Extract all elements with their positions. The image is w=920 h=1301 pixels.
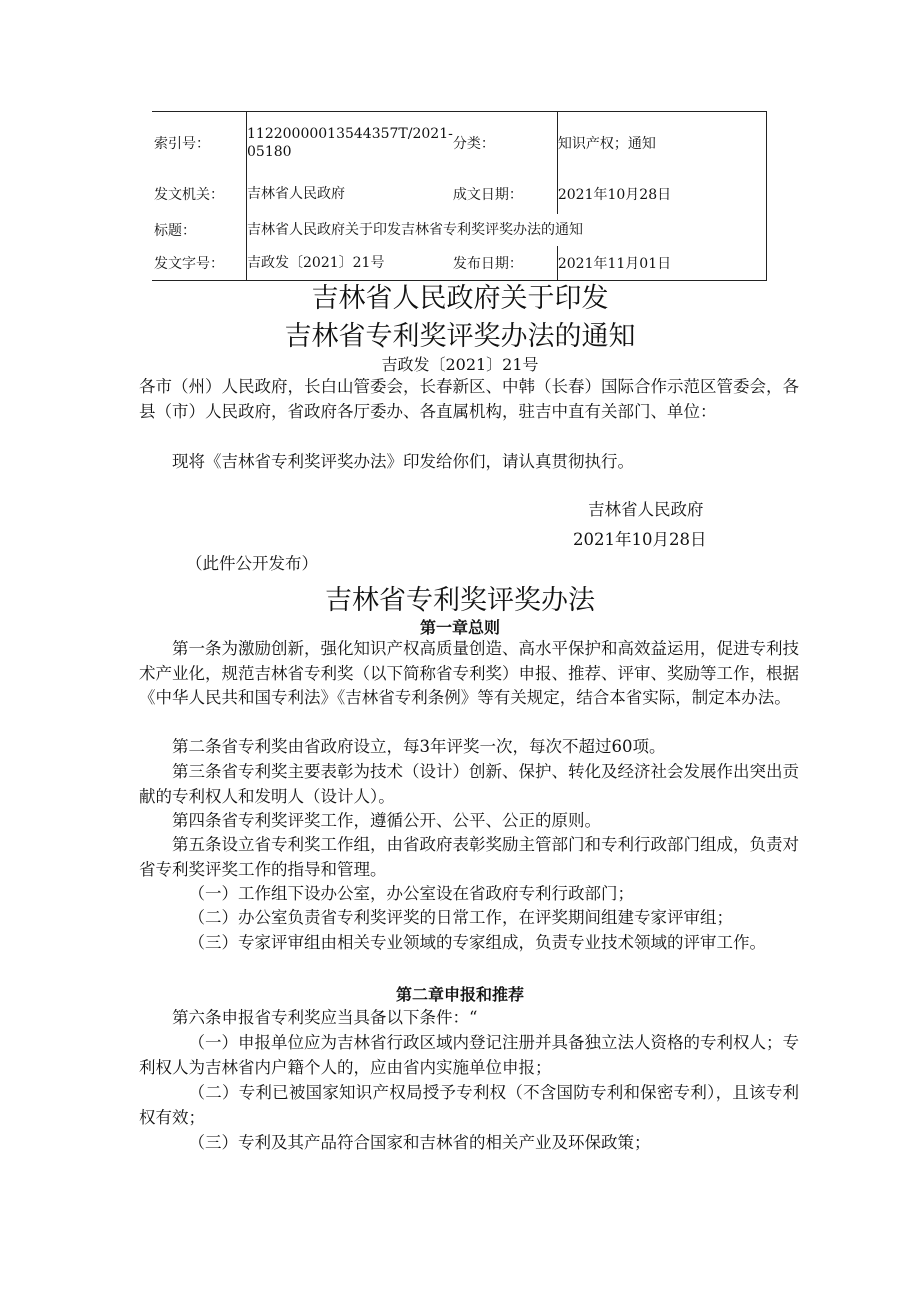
article-4: 第四条省专利奖评奖工作，遵循公开、公平、公正的原则。: [172, 811, 601, 830]
title-label: 标题：: [154, 223, 196, 239]
article-2: 第二条省专利奖由省政府设立，每3年评奖一次，每次不超过60项。: [172, 737, 666, 756]
notice-doc-number: 吉政发〔2021〕21号: [381, 355, 539, 374]
rules-title: 吉林省专利奖评奖办法: [325, 585, 595, 616]
created-date-label: 成文日期：: [452, 187, 523, 203]
chapter2-title: 第二章申报和推荐: [395, 985, 524, 1004]
issuer-label: 发文机关：: [154, 187, 224, 203]
chapter1-title: 第一章总则: [419, 618, 500, 637]
document-meta-table: [152, 111, 767, 281]
article-6-item-3: （三）专利及其产品符合国家和吉林省的相关产业及环保政策；: [188, 1133, 651, 1152]
created-date-value: 2021年10月28日: [557, 174, 766, 214]
article-6-item-2: （二）专利已被国家知识产权局授予专利权（不含国防专利和保密专利），且该专利权有效；: [139, 1083, 799, 1127]
index-label: 索引号：: [154, 136, 210, 152]
article-5-item-3: （三）专家评审组由相关专业领域的专家组成，负责专业技术领域的评审工作。: [188, 933, 766, 952]
public-note: （此件公开发布）: [186, 554, 318, 573]
article-6: 第六条申报省专利奖应当具备以下条件：“: [172, 1008, 478, 1027]
notice-title-line2: 吉林省专利奖评奖办法的通知: [284, 321, 636, 352]
issuer-value: 吉林省人民政府: [247, 174, 453, 214]
category-value: 知识产权；通知: [557, 112, 766, 175]
notice-body: 现将《吉林省专利奖评奖办法》印发给你们，请认真贯彻执行。: [172, 452, 634, 471]
published-date-label: 发布日期：: [452, 256, 523, 272]
notice-addressees: 各市（州）人民政府，长白山管委会，长春新区、中韩（长春）国际合作示范区管委会，各县（市）人民政府，省政府各厅委办、各直属机构，驻吉中直有关部门、单位：: [139, 377, 799, 421]
article-1: 第一条为激励创新，强化知识产权高质量创造、高水平保护和高效益运用，促进专利技术产业化，规范吉林省专利奖（以下简称省专利奖）申报、推荐、评审、奖励等工作，根据《中华人民共和国专利法》《吉林省专利条例》等有关规定，结合本省实际，制定本办法。: [139, 639, 799, 707]
article-3: 第三条省专利奖主要表彰为技术（设计）创新、保护、转化及经济社会发展作出突出贡献的专利权人和发明人（设计人）。: [139, 762, 799, 806]
doc-number-value: 吉政发〔2021〕21号: [247, 246, 453, 281]
article-5-item-2: （二）办公室负责省专利奖评奖的日常工作，在评奖期间组建专家评审组；: [188, 908, 733, 927]
article-5: 第五条设立省专利奖工作组，由省政府表彰奖励主管部门和专利行政部门组成，负责对省专利奖评奖工作的指导和管理。: [139, 835, 799, 879]
index-value: 11220000013544357T/2021-05180: [247, 112, 453, 175]
notice-date: 2021年10月28日: [573, 530, 707, 549]
doc-number-label: 发文字号：: [154, 256, 224, 272]
article-5-item-1: （一）工作组下设办公室，办公室设在省政府专利行政部门；: [188, 884, 634, 903]
published-date-value: 2021年11月01日: [557, 246, 766, 281]
notice-title-line1: 吉林省人民政府关于印发: [311, 283, 609, 314]
article-6-item-1: （一）申报单位应为吉林省行政区域内登记注册并具备独立法人资格的专利权人；专利权人为吉林省内户籍个人的，应由省内实施单位申报；: [139, 1033, 799, 1077]
category-label: 分类：: [452, 136, 495, 152]
notice-signer: 吉林省人民政府: [588, 500, 704, 519]
title-value: 吉林省人民政府关于印发吉林省专利奖评奖办法的通知: [247, 214, 767, 246]
